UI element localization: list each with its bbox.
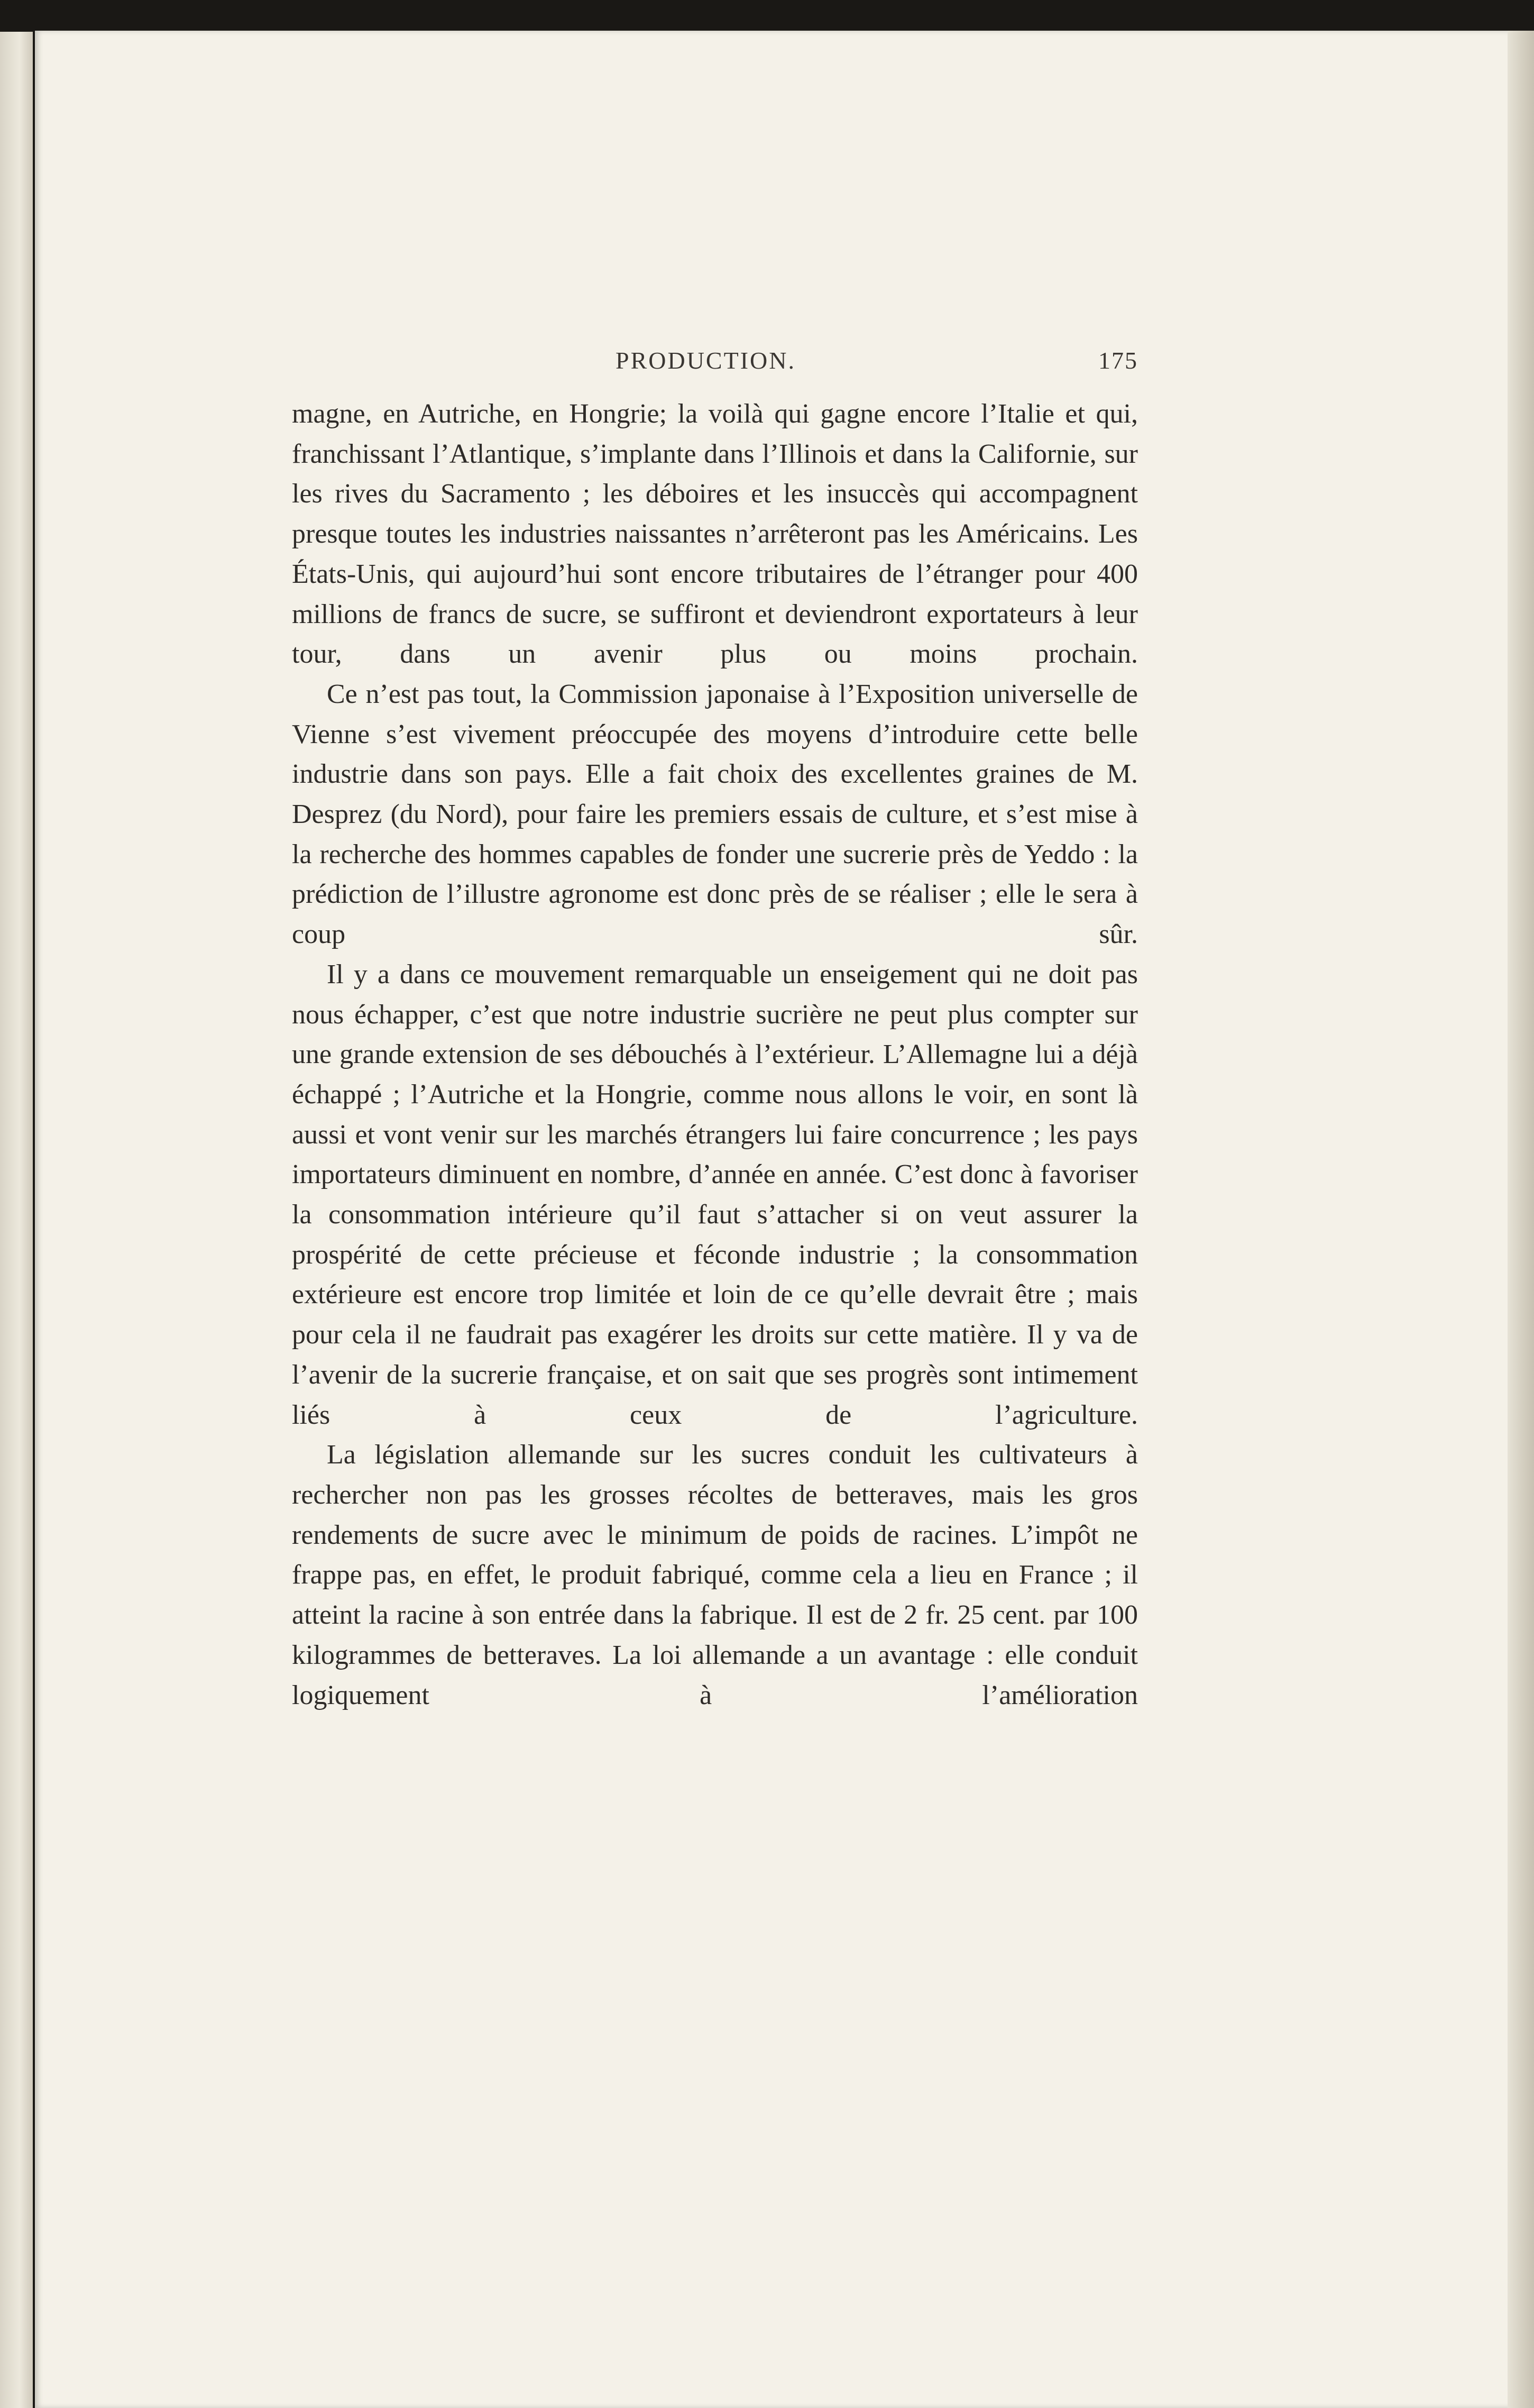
paragraph-4: La législation allemande sur les sucres conduit les cultivateurs à rechercher non pas les grosses récoltes de betteraves, mais les gros rendements de sucre avec le minimum de poids de racines. L’impôt ne frappe pas, en effet, le produit fabriqué, comme cela a lieu en France ; il atteint la racine à son entrée dans la fabrique. Il est de 2 fr. 25 cent. par 100 kilogrammes de betteraves. La loi allemande a un avantage : elle conduit logiquement à l’amélioration [292,1440,1138,1710]
paragraph-3: Il y a dans ce mouvement remarquable un enseigement qui ne doit pas nous échapper, c’est que notre industrie sucrière ne peut plus compter sur une grande extension de ses débouchés à l’extérieur. L’Allemagne lui a déjà échappé ; l’Autriche et la Hongrie, comme nous allons le voir, en sont là aussi et vont venir sur les marchés étrangers lui faire concurrence ; les pays importateurs diminuent en nombre, d’année en année. C’est donc à favoriser la consommation intérieure qu’il faut s’attacher si on veut assurer la prospérité de cette précieuse et féconde industrie ; la consommation extérieure est encore trop limitée et loin de ce qu’elle devrait être ; mais pour cela il ne faudrait pas exagérer les droits sur cette matière. Il y va de l’avenir de la sucrerie française, et on sait que ses progrès sont intimement liés à ceux de l’agriculture. [292,959,1138,1430]
page-fold-edge [1508,31,1534,2408]
paragraph-2: Ce n’est pas tout, la Commission japonaise à l’Exposition universelle de Vienne s’est vivement préoccupée des moyens d’introduire cette belle industrie dans son pays. Elle a fait choix des excellentes graines de M. Desprez (du Nord), pour faire les premiers essais de culture, et s’est mise à la recherche des hommes capables de fonder une sucrerie près de Yeddo : la prédiction de l’illustre agronome est donc près de se réaliser ; elle le sera à coup sûr. [292,679,1138,950]
page-number: 175 [1098,347,1138,374]
body-text [292,394,1138,1715]
paragraph-1: magne, en Autriche, en Hongrie; la voilà qui gagne encore l’Italie et qui, franchissant l’Atlantique, s’implante dans l’Illinois et dans la Californie, sur les rives du Sacramento ; les déboires et les insuccès qui accompagnent presque toutes les industries naissantes n’arrêteront pas les Américains. Les États-Unis, qui aujourd’hui sont encore tributaires de l’étranger pour 400 millions de francs de sucre, se suffiront et deviendront exportateurs à leur tour, dans un avenir plus ou moins prochain. [292,399,1138,670]
running-head [292,346,1138,389]
previous-page-edge [0,32,33,2408]
running-title: PRODUCTION. [616,347,796,374]
